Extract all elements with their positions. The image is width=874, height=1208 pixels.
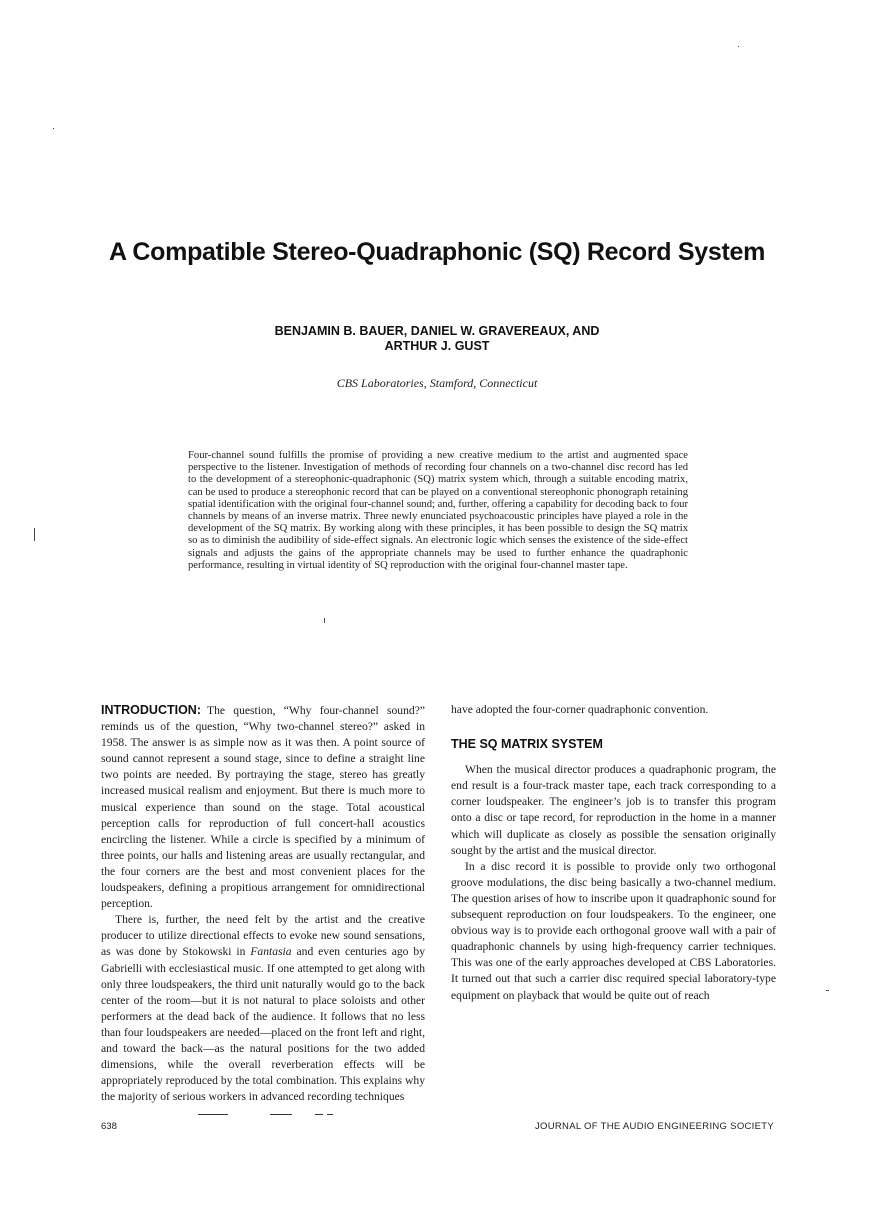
scan-speck-3	[826, 990, 829, 991]
journal-name: JOURNAL OF THE AUDIO ENGINEERING SOCIETY	[535, 1121, 774, 1132]
body-column-right	[451, 702, 776, 1004]
intro-text-2a: There is, further, the need felt by the artist and the creative producer to utilize directional effects to evoke new sound sensations, as was done by Stokowski in	[101, 913, 425, 959]
body-column-left	[101, 702, 425, 1105]
section-heading-sq-matrix: THE SQ MATRIX SYSTEM	[451, 737, 603, 752]
intro-paragraph-2	[101, 912, 425, 1105]
scan-speck-1	[34, 528, 35, 541]
intro-text-2-italic: Fantasia	[250, 945, 292, 959]
section-heading-introduction: INTRODUCTION:	[101, 703, 201, 717]
intro-text-1: The question, “Why four-channel sound?” reminds us of the question, “Why two-channel stereo?” asked in 1958. The answer is as simple now as it was then. A point source of sound cannot represent a sound stage, since to define a straight line two points are needed. By portraying the stage, stereo has greatly increased musical realism and enjoyment. But there is much more to musical experience than sound on the stage. Total acoustical perception calls for reproduction of full concert-hall acoustics encircling the listener. While a circle is specified by a minimum of three points, our halls and listening areas are usually rectangular, and the four corners are the best and most convenient places for the loudspeakers, defining a propitious arrangement for omnidirectional perception.	[101, 704, 425, 911]
intro-paragraph-2-continued: have adopted the four-corner quadraphonic convention.	[451, 703, 709, 716]
scan-mark-rule-3	[315, 1114, 323, 1115]
scan-speck-5	[738, 46, 739, 47]
sq-paragraph-2: In a disc record it is possible to provide only two orthogonal groove modulations, the disc being basically a two-channel medium. The question arises of how to inscribe upon it quadraphonic sound for subsequent reproduction on four loudspeakers. To the engineer, one obvious way is to provide each orthogonal groove wall with a pair of quadraphonic channels by using high-frequency carrier techniques. This was one of the early approaches developed at CBS Laboratories. It turned out that such a carrier disc required special laboratory-type equipment on playback that would be quite out of reach	[451, 859, 776, 1002]
page-number: 638	[101, 1121, 117, 1132]
scan-mark-rule-4	[327, 1114, 333, 1115]
scan-speck-2	[324, 618, 325, 623]
scan-speck-4	[53, 128, 54, 129]
scan-mark-rule-2	[270, 1114, 292, 1115]
paper-title: A Compatible Stereo-Quadraphonic (SQ) Record System	[108, 238, 766, 266]
sq-paragraph-1: When the musical director produces a quadraphonic program, the end result is a four-track master tape, each track corresponding to a corner loudspeaker. The engineer’s job is to transfer this program onto a disc or tape record, for reproduction in the home in a manner which will duplicate as closely as possible the sensation originally sought by the artist and the musical director.	[451, 763, 776, 857]
intro-paragraph-1	[101, 702, 425, 912]
abstract: Four-channel sound fulfills the promise of providing a new creative medium to the artist and augmented space perspective to the listener. Investigation of methods of recording four channels on a two-channel disc record has led to the development of a stereophonic-quadraphonic (SQ) matrix system which, through a suitable encoding matrix, can be used to produce a stereophonic record that can be played on a conventional stereophonic phonograph retaining spatial identification with the original four-channel sound; and, further, offering a capability for decoding back to four channels by means of an inverse matrix. Three newly enunciated psychoacoustic principles have played a role in the development of the SQ matrix. By working along with these principles, it has been possible to design the SQ matrix so as to diminish the audibility of side-effect signals. An electronic logic which senses the existence of the side-effect signals and adjusts the gains of the appropriate channels may be used to further enhance the quadraphonic performance, resulting in virtual identity of SQ reproduction with the original four-channel master tape.	[188, 450, 688, 571]
author-list	[190, 324, 684, 354]
affiliation: CBS Laboratories, Stamford, Connecticut	[336, 376, 538, 390]
scan-mark-rule-1	[198, 1114, 228, 1115]
intro-text-2b: and even centuries ago by Gabrielli with ecclesiastical music. If one attempted to get along with only three loudspeakers, the third unit naturally would go to the back center of the room—but it is not natural to place soloists and other performers at the dead back of the audience. It follows that no less than four loudspeakers are needed—placed on the front left and right, and toward the back—as the natural positions for the two added dimensions, while the overall reverberation effects will be appropriately reproduced by the total combination. This explains why the majority of serious workers in advanced recording techniques	[101, 945, 425, 1104]
author-line-1: BENJAMIN B. BAUER, DANIEL W. GRAVEREAUX, AND	[274, 324, 600, 338]
author-line-2: ARTHUR J. GUST	[384, 339, 490, 353]
